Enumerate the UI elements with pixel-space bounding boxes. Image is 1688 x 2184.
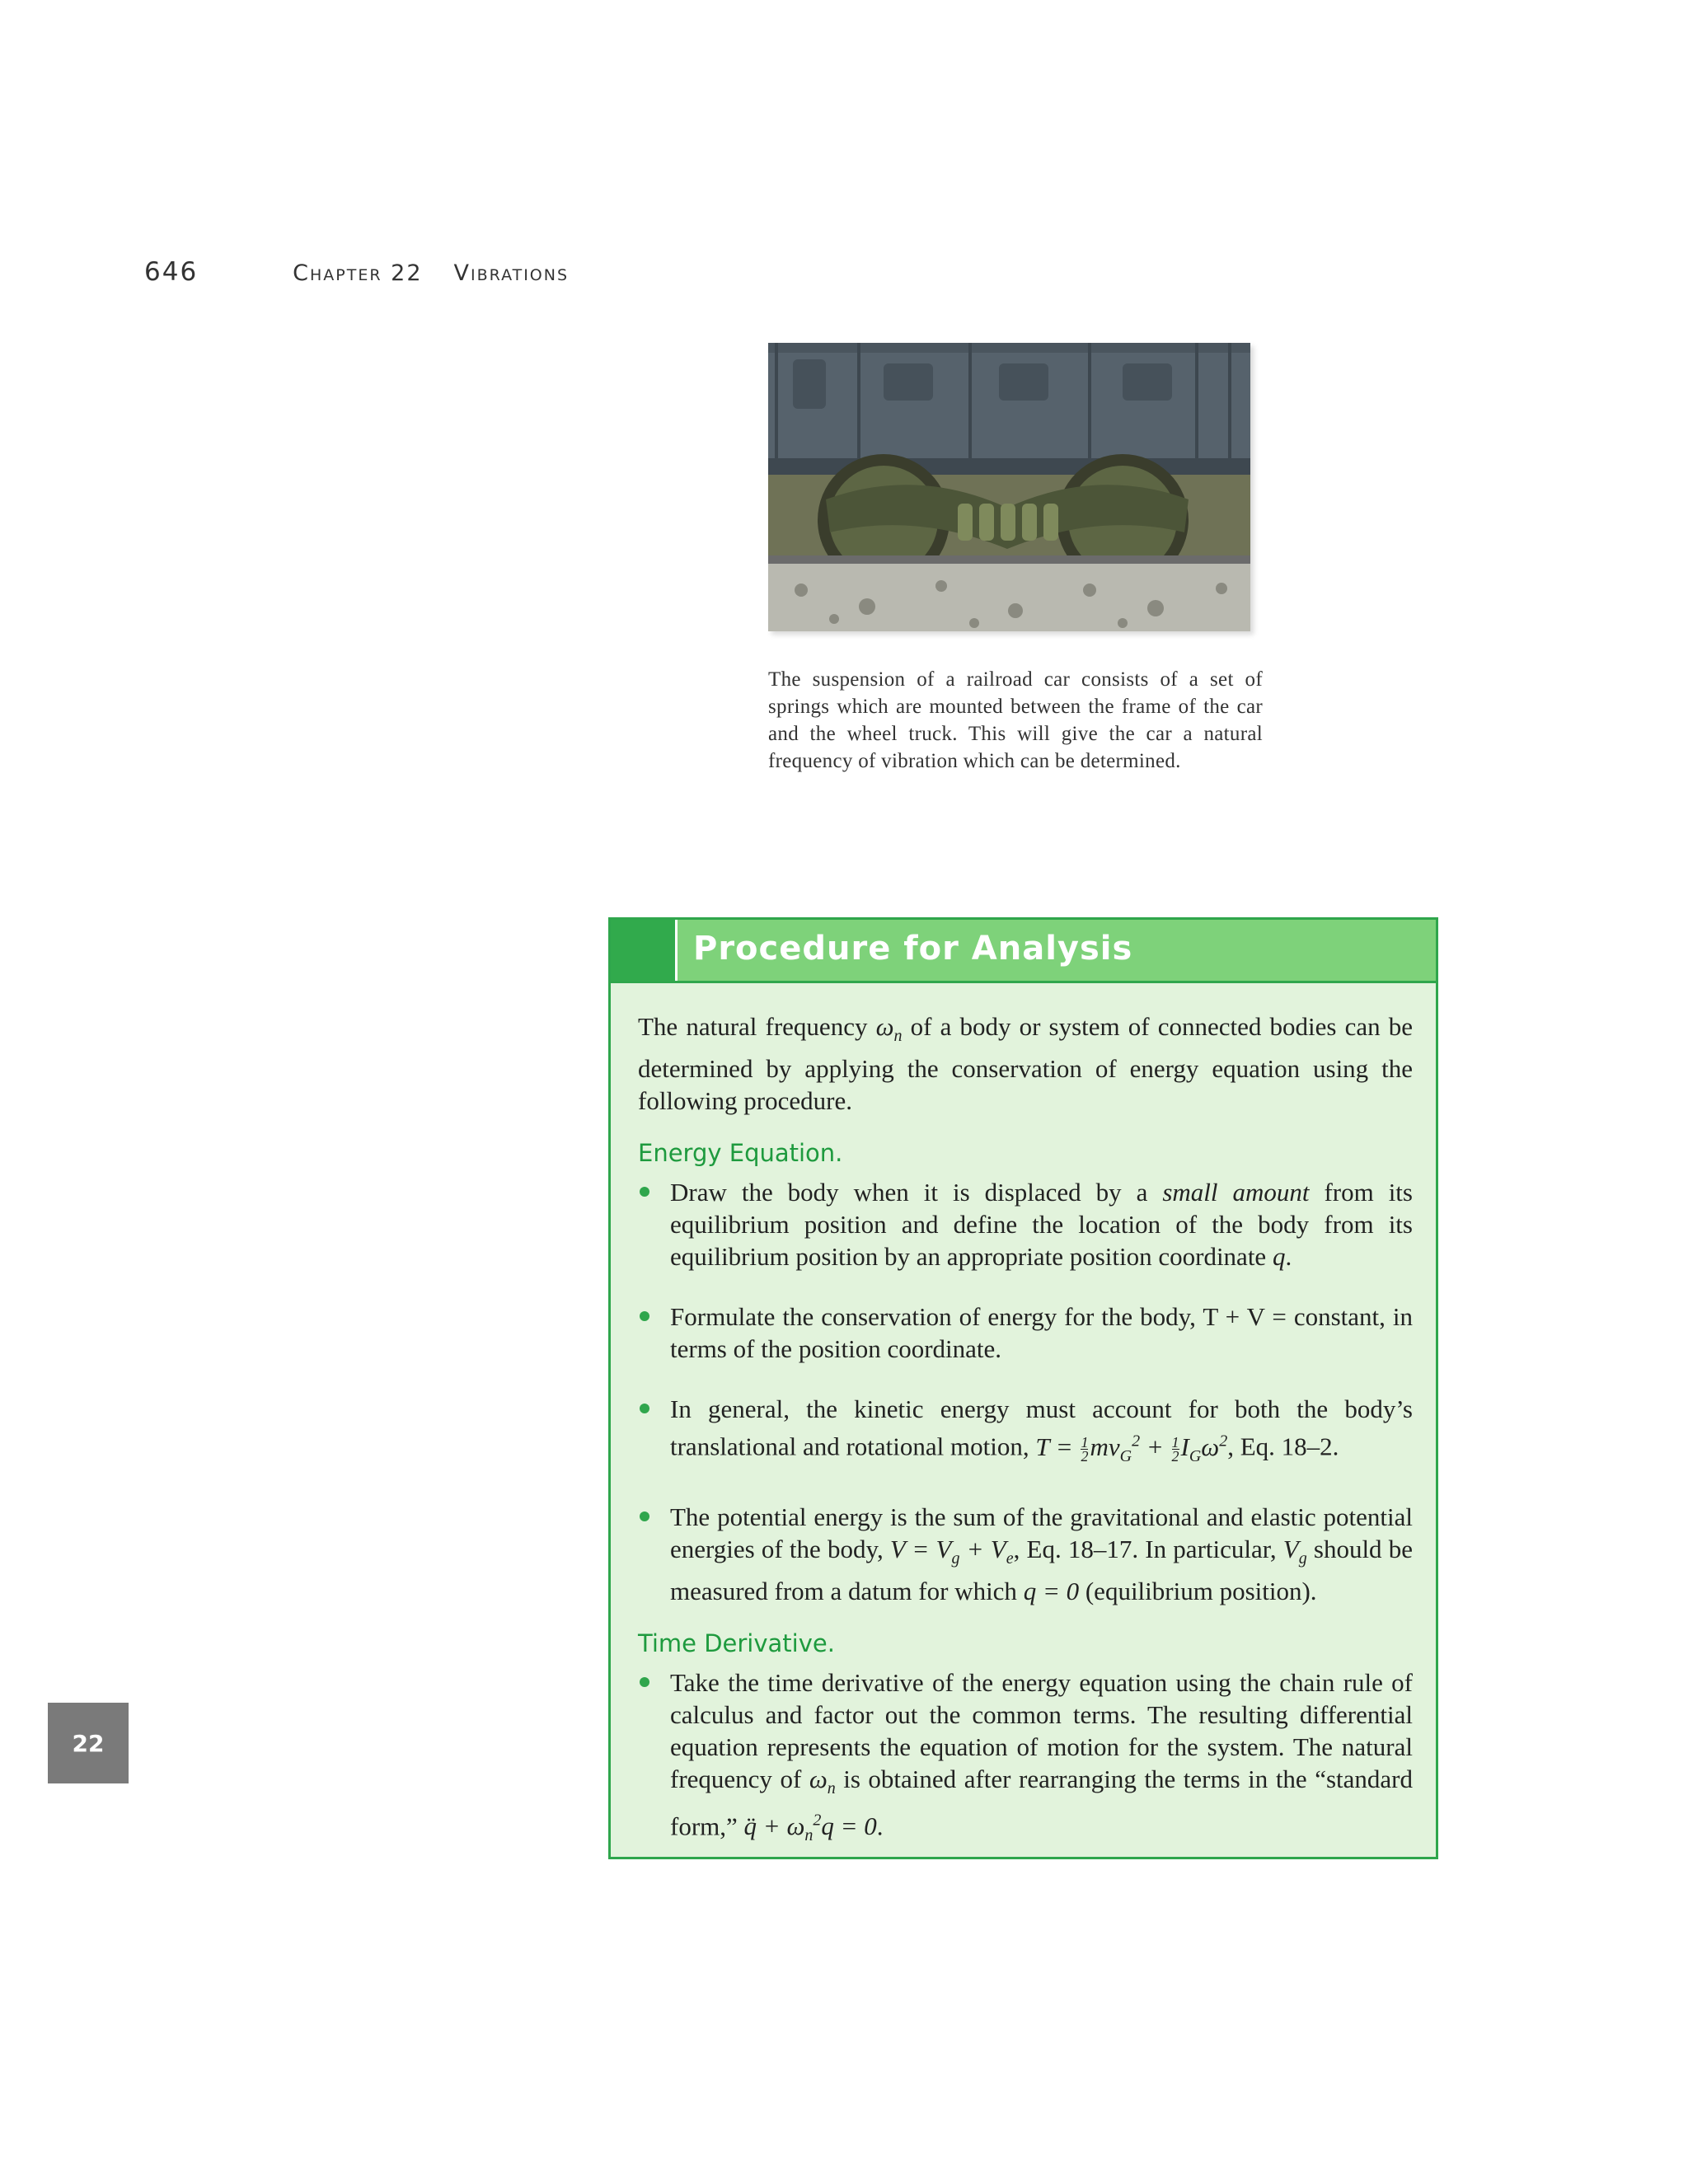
bullet-text: , Eq. 18–17. In particular,: [1013, 1534, 1283, 1563]
bullet-text: (equilibrium position).: [1079, 1576, 1317, 1605]
standard-form-equation: q̈ + $\omega_n^2q = 0$: [743, 1811, 877, 1845]
figure-caption: The suspension of a railroad car consists of a set of springs which are mounted between the frame of the car and the wheel truck. This will give the car a natural frequency of vibration which can be determined.: [768, 668, 1263, 772]
intro-text-end: of a body or system of connected bodies can be determined by applying the conservation of energy equation using the following procedure.: [638, 1012, 1414, 1116]
datum-equation: q = 0: [1023, 1576, 1080, 1605]
bullet-dot-icon: [640, 1187, 649, 1197]
energy-equation-heading: Energy Equation.: [638, 1139, 843, 1168]
bullet-text: Draw the body when it is displaced by a: [670, 1178, 1163, 1207]
vg-symbol: $V_g$: [1282, 1534, 1307, 1568]
omega-n-symbol: $\omega_n$: [809, 1764, 836, 1798]
kinetic-energy-equation: T = $\frac{1}{2}$ $mv_G^2$ + $\frac{1}{2}$ $I_G\omega^2$: [1035, 1432, 1228, 1465]
chapter-label: Chapter 22: [293, 260, 423, 286]
procedure-header: [611, 920, 1436, 983]
coordinate-q: q: [1272, 1242, 1286, 1272]
bullet-text: Take the time derivative of the energy equation using the chain rule of calculus and factor out the common terms. The resulting differential equation represents the equation of motion for the system. The natural frequency of: [670, 1667, 1413, 1793]
railroad-car-photo: [768, 343, 1250, 631]
bullet-dot-icon: [640, 1404, 649, 1413]
procedure-body: [638, 1010, 1413, 1853]
time-derivative-heading: Time Derivative.: [638, 1629, 835, 1657]
procedure-title: Procedure for Analysis: [693, 930, 1133, 968]
railroad-car-illustration: [768, 343, 1250, 631]
potential-energy-equation: $V = V_g + V_e$: [889, 1534, 1014, 1568]
bullet-kinetic-energy: [638, 1393, 1413, 1473]
bullet-text: is obtained after rearranging the terms in the “standard form,”: [670, 1764, 1413, 1841]
header-accent-tab: [611, 920, 678, 981]
bullet-dot-icon: [640, 1511, 649, 1521]
bullet-dot-icon: [640, 1677, 649, 1687]
bullet-time-derivative: Take the time derivative of the energy equation using the chain rule of calculus and factor out the common terms. The resulting differential equation represents the equation of motion for the system. The natural frequency of $\omega_n$ is obtained after rearranging the terms in the “standard form,” q̈ + $\omega_n^2q = 0$.: [638, 1666, 1413, 1853]
bullet-potential-energy: [638, 1501, 1413, 1607]
bullet-conservation: [638, 1301, 1413, 1365]
bullet-dot-icon: [640, 1311, 649, 1321]
bullet-text: The potential energy is the sum of the gravitational and elastic potential energies of the body,: [670, 1502, 1413, 1563]
page-header: [144, 257, 569, 293]
procedure-box: [608, 917, 1438, 1859]
bullet-text: Formulate the conservation of energy for the body, T + V = constant, in terms of the position coordinate.: [670, 1302, 1413, 1364]
bullet-text: from its equilibrium position and define the location of the body from its equilibrium position by an appropriate position coordinate: [670, 1178, 1413, 1272]
chapter-title: Vibrations: [453, 260, 570, 286]
emphasis-text: small amount: [1162, 1178, 1310, 1207]
intro-text-start: The natural frequency: [638, 1012, 876, 1041]
intro-paragraph: [638, 1010, 1413, 1117]
bullet-text: should be measured from a datum for which: [670, 1534, 1413, 1605]
omega-n-symbol: $\omega_n$: [875, 1012, 903, 1046]
bullet-text: , Eq. 18–2.: [1227, 1432, 1339, 1461]
chapter-side-tab: 22: [48, 1703, 129, 1783]
bullet-text: In general, the kinetic energy must account for both the body’s translational and rotational motion,: [670, 1394, 1413, 1461]
page-number: 646: [144, 257, 199, 287]
bullet-draw-body: Draw the body when it is displaced by a small amount from its equilibrium position and define the location of the body from its equilibrium position by an appropriate position coordinate q.: [638, 1176, 1413, 1272]
